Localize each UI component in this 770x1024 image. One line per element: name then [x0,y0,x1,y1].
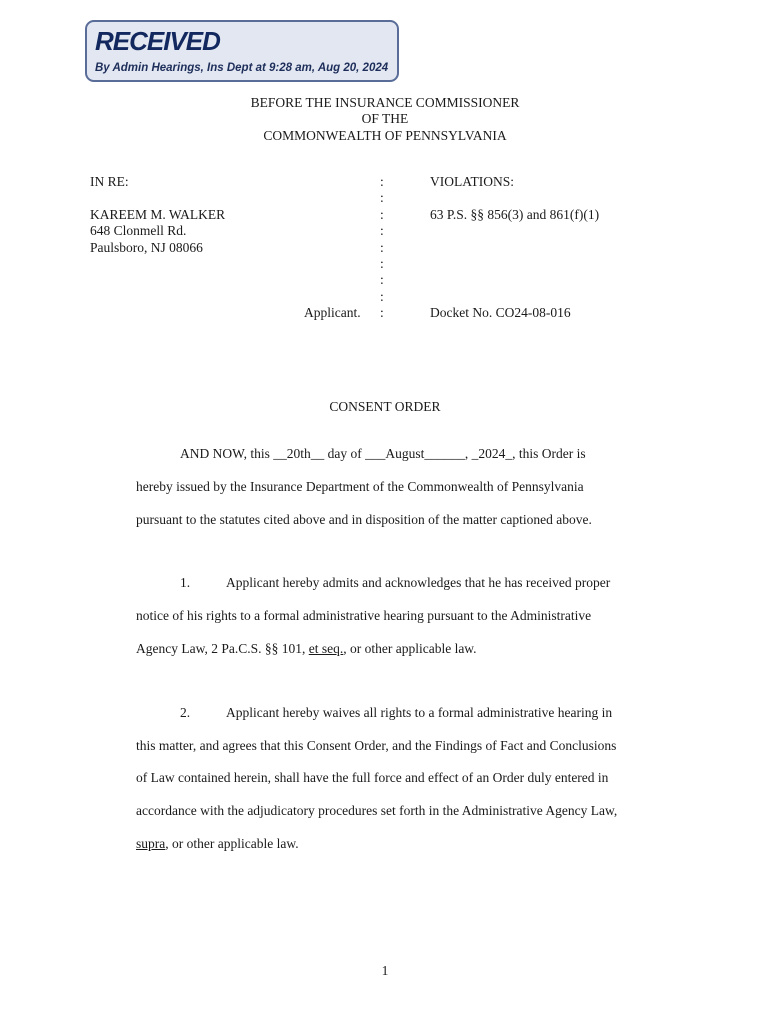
para-2-line-1: Applicant hereby waives all rights to a formal administrative hearing in [226,705,613,720]
received-stamp [85,20,399,82]
intro-line-3: pursuant to the statutes cited above and in disposition of the matter captioned above. [136,512,592,527]
order-year: _2024_ [471,446,513,461]
violations-label: VIOLATIONS: [430,174,514,189]
stamp-subtitle: By Admin Hearings, Ins Dept at 9:28 am, Aug 20, 2024 [95,62,389,74]
para-2-line-2: this matter, and agrees that this Consent Order, and the Findings of Fact and Conclusions [136,738,617,753]
para-2-number: 2. [180,705,191,720]
para-1-line-3: Agency Law, 2 Pa.C.S. §§ 101, et seq., or other applicable law. [136,641,477,656]
para-2-line-4: accordance with the adjudicatory procedures set forth in the Administrative Agency Law, [136,803,618,818]
order-month: ___August______ [365,446,465,461]
in-re-label: IN RE: [90,174,129,189]
supra: supra [136,836,166,851]
para-1-line-2: notice of his rights to a formal administrative hearing pursuant to the Administrative [136,608,592,623]
stamp-title: RECEIVED [95,26,220,56]
para-1-number: 1. [180,575,191,590]
respondent-name: KAREEM M. WALKER [90,207,226,222]
respondent-street: 648 Clonmell Rd. [90,223,187,238]
order-day: __20th__ [273,446,325,461]
header-line-1: BEFORE THE INSURANCE COMMISSIONER [250,95,520,110]
violations-citation: 63 P.S. §§ 856(3) and 861(f)(1) [430,207,600,222]
header-line-2: OF THE [361,111,409,126]
page-number: 1 [381,963,389,978]
applicant-label: Applicant. [304,305,361,320]
para-2-line-3: of Law contained herein, shall have the full force and effect of an Order duly entered in [136,770,609,785]
intro-line-2: hereby issued by the Insurance Department of the Commonwealth of Pennsylvania [136,479,584,494]
para-1-line-1: Applicant hereby admits and acknowledges that he has received proper [226,575,611,590]
document-title: CONSENT ORDER [329,399,441,414]
caption-divider: : : : : : : : : : [380,174,384,321]
et-seq: et seq. [308,641,344,656]
respondent-city: Paulsboro, NJ 08066 [90,240,203,255]
header-line-3: COMMONWEALTH OF PENNSYLVANIA [263,128,507,143]
para-2-line-5: supra, or other applicable law. [136,836,299,851]
intro-line-1: AND NOW, this __20th__ day of ___August______, _2024_, this Order is [180,446,586,461]
docket-number: Docket No. CO24-08-016 [430,305,571,320]
